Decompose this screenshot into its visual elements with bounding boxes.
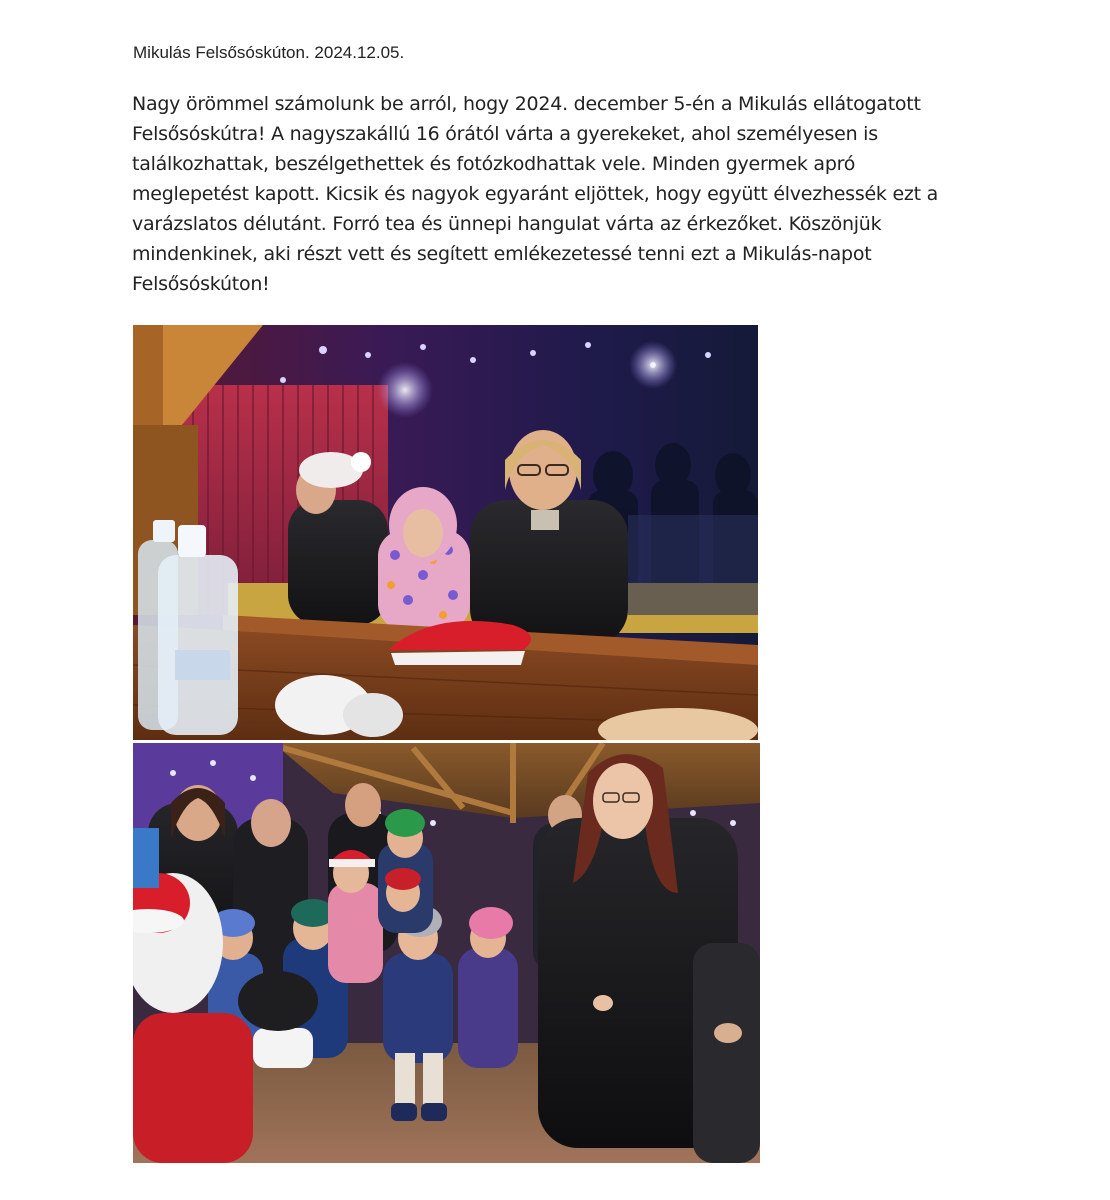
paragraph-line: Nagy örömmel számolunk be arról, hogy 2024. december 5-én a Mikulás ellátogatott [132, 93, 921, 115]
paragraph-line: Felsősóskúton! [132, 273, 270, 295]
event-photo-crowd [133, 743, 760, 1163]
paragraph-line: találkozhattak, beszélgethettek és fotózkodhattak vele. Minden gyermek apró [132, 153, 856, 175]
paragraph-line: mindenkinek, aki részt vett és segített emlékezetessé tenni ezt a Mikulás-napot [132, 243, 872, 265]
article-paragraph [132, 89, 1012, 299]
event-photo-table [133, 325, 758, 740]
paragraph-line: Felsősóskútra! A nagyszakállú 16 órától várta a gyerekeket, ahol személyesen is [132, 123, 878, 145]
paragraph-line: varázslatos délutánt. Forró tea és ünnepi hangulat várta az érkezőket. Köszönjük [132, 213, 882, 235]
paragraph-line: meglepetést kapott. Kicsik és nagyok egyaránt eljöttek, hogy együtt élvezhessék ezt a [132, 183, 939, 205]
document-title: Mikulás Felsősóskúton. 2024.12.05. [133, 43, 405, 62]
